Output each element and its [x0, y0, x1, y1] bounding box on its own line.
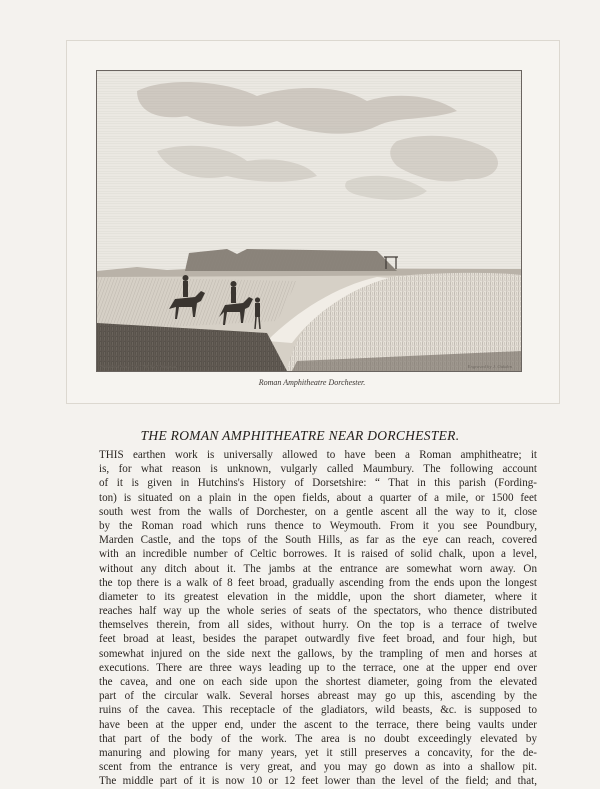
text-line: executions. There are three ways leading up to the terrace, one at the upper end over — [99, 661, 537, 674]
text-line: without any ditch about it. The jambs at the entrance are somewhat worn away. On — [99, 562, 537, 575]
text-line: diameter to its greatest elevation in the middle, upon the short diameter, where it — [99, 590, 537, 603]
text-line: with an incredible number of Celtic borrowes. It is raised of solid chalk, upon a level, — [99, 548, 537, 561]
text-line: is, for what reason is unknown, vulgarly called Maumbury. The following account — [99, 463, 537, 476]
engraver-credit: Engraved by J. Oakden — [467, 364, 512, 369]
text-line: Marden Castle, and the tops of the South Hills, as far as the eye can reach, covered — [99, 534, 537, 547]
article-body — [99, 448, 537, 789]
publisher-credit: Published Jan.y 1.st 1786 by J. Simpson — [100, 364, 177, 369]
article-title: THE ROMAN AMPHITHEATRE NEAR DORCHESTER. — [140, 428, 460, 443]
earthwork-mound — [185, 249, 397, 271]
text-line: south west from the walls of Dorchester, on a gentle ascent all the way to it, close — [99, 505, 537, 518]
text-line: by the Roman road which runs thence to Weymouth. From it you see Poundbury, — [99, 519, 537, 532]
engraving-illustration — [96, 70, 522, 372]
text-line: scent from the entrance is very great, and you may go down as into a shallow pit. — [99, 761, 537, 774]
text-line: of it is given in Hutchins's History of Dorsetshire: “ That in this parish (Fording- — [99, 477, 537, 490]
text-line: have been at the upper end, under the ascent to the terrace, there being vaults under — [99, 718, 537, 731]
text-line: part of the circular walk. Several horses abreast may go up this, ascending by the — [99, 690, 537, 703]
text-line: the top there is a walk of 8 feet broad, gradually ascending from the ends upon the longest — [99, 576, 537, 589]
text-line: somewhat injured on the side next the gallows, by the trampling of men and horses at — [99, 647, 537, 660]
text-line: ton) is situated on a plain in the open fields, about a quarter of a mile, or 1500 feet — [99, 491, 537, 504]
text-line: THIS earthen work is universally allowed to have been a Roman amphitheatre; it — [99, 449, 537, 461]
text-line: manuring and plowing for many years, yet it still preserves a concavity, for the de- — [99, 746, 537, 759]
text-line: reaches half way up the whole series of seats of the spectators, who thence distributed — [99, 605, 537, 618]
text-line: The middle part of it is now 10 or 12 feet lower than the level of the field; and that, — [99, 775, 537, 788]
text-line: ruins of the cavea. This receptacle of the gladiators, wild beasts, &c. is supposed to — [99, 704, 537, 717]
text-line: the cavea, and one on each side upon the shortest diameter, going from the elevated — [99, 676, 537, 688]
plate-caption: Roman Amphitheatre Dorchester. — [258, 378, 366, 387]
text-line: that part of the body of the work. The area is no doubt exceedingly elevated by — [99, 732, 537, 745]
text-line: themselves therein, from all sides, without hurry. On the top is a terrace of twelve — [99, 619, 537, 632]
text-line: feet broad at least, besides the parapet outwardly five feet broad, and four high, but — [99, 633, 537, 646]
